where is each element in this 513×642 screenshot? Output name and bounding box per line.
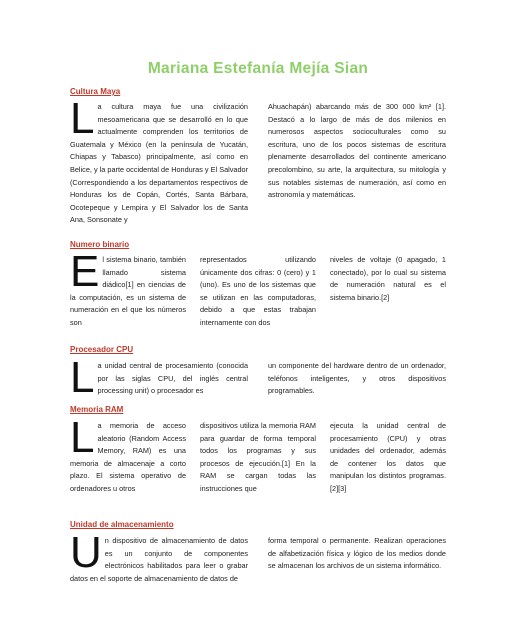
section-column bbox=[330, 420, 446, 496]
section-column bbox=[200, 254, 316, 330]
section-text: dispositivos utiliza la memoria RAM para guardar de forma temporal todos los programas y sus procesos de ejecución.[1] En la RAM se cargan todas las instrucciones que bbox=[200, 421, 316, 493]
section-cultura-maya bbox=[70, 94, 446, 227]
section-column bbox=[70, 353, 248, 402]
heading-numero-binario: Numero binario bbox=[70, 240, 130, 249]
heading-memoria-ram: Memoria RAM bbox=[70, 405, 124, 414]
section-column bbox=[330, 254, 446, 330]
drop-cap: L bbox=[70, 413, 95, 462]
drop-cap: L bbox=[70, 94, 95, 143]
section-text: Ahuachapán) abarcando más de 300 000 km² [1]. Destacó a lo largo de más de dos milenios en numerosos aspectos socioculturales como su escritura, uno de los pocos sistemas de escritura plenamente desarrollados del continente americano precolombino, su arte, la arquitectura, su mitología y sus notables sistemas de numeración, así como en astronomía y matemáticas. bbox=[268, 102, 446, 200]
section-text: ejecuta la unidad central de procesamiento (CPU) y otras unidades del ordenador, además de contener los datos que manipulan los distintos programas.[2][3] bbox=[330, 421, 446, 493]
heading-unidad-almacenamiento: Unidad de almacenamiento bbox=[70, 520, 174, 529]
section-column bbox=[200, 420, 316, 496]
section-text: a cultura maya fue una civilización mesoamericana que se desarrolló en lo que actualmente comprenden los territorios de Guatemala y México (en la península de Yucatán, Chiapas y Tabasco) principalmente, así como en Belice, y la parte occidental de Honduras y El Salvador (Correspondiendo a los departamentos respectivos de Honduras los de Copán, Cortés, Santa Bárbara, Ocotepeque y Lempira y El Salvador los de Santa Ana, Sonsonate y bbox=[70, 102, 248, 225]
section-unidad-almacenamiento bbox=[70, 528, 446, 585]
section-column bbox=[70, 528, 248, 585]
section-procesador-cpu bbox=[70, 353, 446, 402]
heading-cultura-maya: Cultura Maya bbox=[70, 87, 121, 96]
section-text: representados utilizando únicamente dos cifras: 0 (cero) y 1 (uno). Es uno de los sistemas que se utilizan en las computadoras, debido a que estas trabajan internamente con dos bbox=[200, 255, 316, 327]
section-column bbox=[268, 101, 446, 227]
section-text: n dispositivo de almacenamiento de datos es un conjunto de componentes electrónicos habilitados para leer o grabar datos en el soporte de almacenamiento de datos de bbox=[70, 536, 248, 583]
section-memoria-ram bbox=[70, 413, 446, 496]
heading-procesador-cpu: Procesador CPU bbox=[70, 345, 134, 354]
page-title: Mariana Estefanía Mejía Sian bbox=[147, 60, 369, 77]
section-text: a memoria de acceso aleatorio (Random Access Memory, RAM) es una memoria de almacenaje a corto plazo. El sistema operativo de ordenadores u otros bbox=[70, 421, 186, 493]
section-column bbox=[268, 535, 446, 585]
drop-cap: E bbox=[70, 247, 100, 296]
section-column bbox=[70, 413, 186, 496]
section-text: a unidad central de procesamiento (conocida por las siglas CPU, del inglés central processing unit) o procesador es bbox=[97, 361, 248, 396]
drop-cap: L bbox=[70, 353, 95, 402]
section-numero-binario bbox=[70, 247, 446, 330]
section-text: forma temporal o permanente. Realizan operaciones de alfabetización física y lógico de los medios donde se almacenan los archivos de un sistema informático. bbox=[268, 536, 446, 571]
section-column bbox=[70, 247, 186, 330]
section-text: niveles de voltaje (0 apagado, 1 conectado), por lo cual su sistema de numeración natural es el sistema binario.[2] bbox=[330, 255, 446, 302]
section-column bbox=[268, 360, 446, 398]
section-column bbox=[70, 94, 248, 227]
section-text: l sistema binario, también llamado sistema diádico[1] en ciencias de la computación, es un sistema de numeración en el que los números son bbox=[70, 255, 186, 327]
drop-cap: U bbox=[70, 528, 102, 577]
section-text: un componente del hardware dentro de un ordenador, teléfonos inteligentes, y otros dispositivos programables. bbox=[268, 361, 446, 396]
